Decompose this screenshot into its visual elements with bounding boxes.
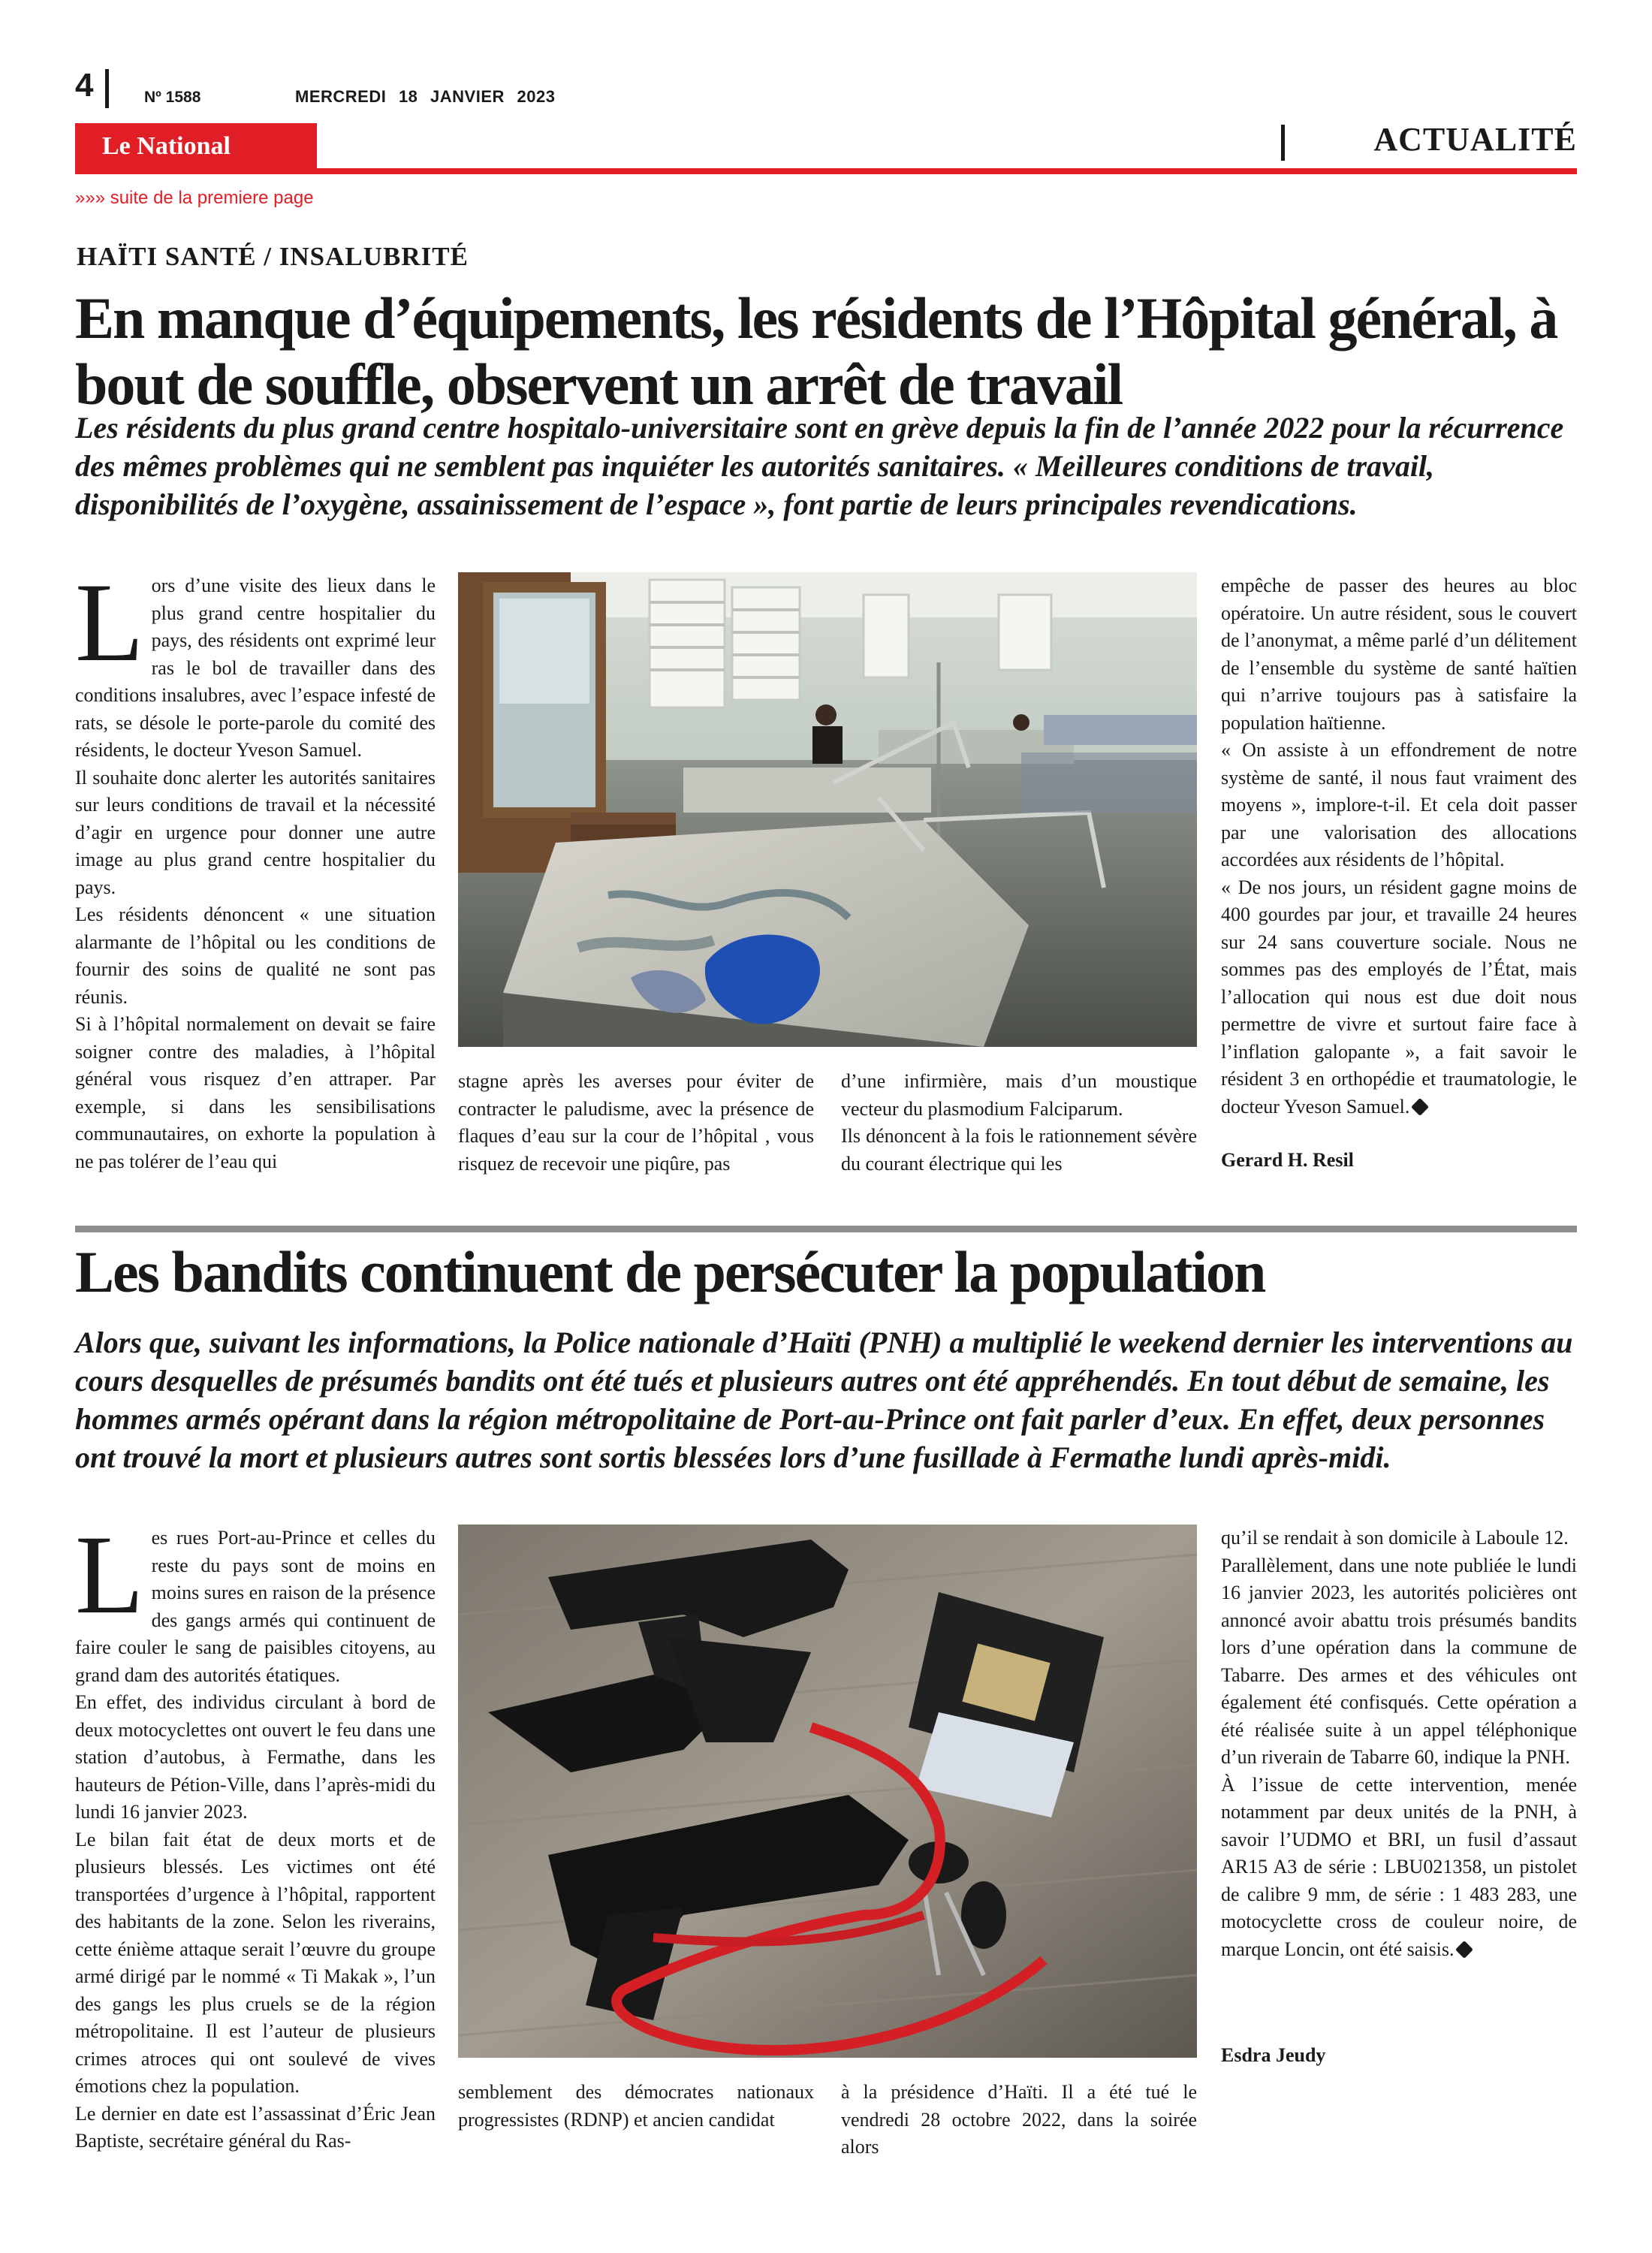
- paragraph: « On assiste à un effondrement de notre système de santé, il nous faut vraiment des moyens », implore-t-il. Et cela doit passer par une valorisation des allocations accordées aux résidents de l’hôpital.: [1221, 739, 1577, 870]
- paragraph: Parallèlement, dans une note publiée le lundi 16 janvier 2023, les autorités policières ont annoncé avoir abattu trois présumés bandits lors d’une opération dans la commune de Tabarre. Des armes et des véhicules ont également été confisqués. Cette opération a été réalisée suite à un appel téléphonique d’un riverain de Tabarre 60, indique la PNH.: [1221, 1554, 1577, 1768]
- paragraph: Si à l’hôpital normalement on devait se faire soigner contre des maladies, à l’hôpital général vous risquez d’en attraper. Par exemple, si dans les sensibilisations communautaires, on exhorte la population à ne pas tolérer de l’eau qui: [75, 1013, 436, 1172]
- article-column-2: [458, 1068, 814, 1178]
- paragraph: es rues Port-au-Prince et celles du reste du pays sont de moins en moins sures en raison de la présence des gangs armés qui continuent de faire couler le sang de paisibles citoyens, au grand dam des autorités étatiques.: [75, 1527, 436, 1686]
- article-column-2: [458, 2079, 814, 2134]
- paragraph: empêche de passer des heures au bloc opératoire. Un autre résident, sous le couvert de l’anonymat, a même parlé d’un délitement de l’ensemble du système de santé haïtien qui n’arrive toujours pas à satisfaire la population haïtienne.: [1221, 575, 1577, 734]
- article-divider: [75, 1226, 1577, 1232]
- paragraph: En effet, des individus circulant à bord de deux motocyclettes ont ouvert le feu dans une station d’autobus, à Fermathe, dans les hauteurs de Pétion-Ville, dans l’après-midi du lundi 16 janvier 2023.: [75, 1691, 436, 1823]
- continued-from-front-link[interactable]: »»» suite de la premiere page: [75, 188, 314, 208]
- article-standfirst: Les résidents du plus grand centre hospitalo-universitaire sont en grève depuis la fin de l’année 2022 pour la récurrence des mêmes problèmes qui ne semblent pas inquiéter les autorités sanitaires. « Meilleures conditions de travail, disponibilités de l’oxygène, assainissement de l’espace », font partie de leurs principales revendications.: [75, 411, 1564, 521]
- end-of-article-icon: [1455, 1940, 1473, 1958]
- hospital-ward-photo: [458, 572, 1197, 1047]
- paragraph: stagne après les averses pour éviter de contracter le paludisme, avec la présence de flaques d’eau sur la cour de l’hôpital , vous risquez de recevoir une piqûre, pas: [458, 1070, 814, 1175]
- article-column-1: [75, 1513, 436, 2155]
- header-rule: [75, 168, 1577, 174]
- page-number-divider: [105, 69, 109, 108]
- drop-cap: L: [75, 1513, 144, 1637]
- paragraph: Le dernier en date est l’assassinat d’Éric Jean Baptiste, secrétaire général du Ras-: [75, 2102, 436, 2152]
- seized-weapons-photo: [458, 1525, 1197, 2058]
- article-standfirst: Alors que, suivant les informations, la Police nationale d’Haïti (PNH) a multiplié le weekend dernier les interventions au cours desquelles de présumés bandits ont été tués et plusieurs autres ont été appréhendés. En tout début de semaine, les hommes armés opérant dans la région métropolitaine de Port-au-Prince ont fait parler d’eux. En effet, deux personnes ont trouvé la mort et plusieurs autres sont sortis blessées lors d’une fusillade à Fermathe lundi après-midi.: [75, 1326, 1573, 1474]
- article-column-1: [75, 560, 436, 1175]
- end-of-article-icon: [1411, 1097, 1429, 1115]
- article-byline: Esdra Jeudy: [1221, 2044, 1326, 2066]
- paragraph-text: À l’issue de cette intervention, menée notamment par deux unités de la PNH, à savoir l’UDMO et BRI, un fusil d’assaut AR15 A3 de série : LBU021358, un pistolet de calibre 9 mm, de série : 1 483 283, une motocyclette cross de couleur noire, de marque Loncin, ont été saisis.: [1221, 1773, 1577, 1960]
- paragraph: Ils dénoncent à la fois le rationnement sévère du courant électrique qui les: [841, 1125, 1197, 1175]
- section-name: ACTUALITÉ: [1373, 121, 1577, 158]
- paragraph: Le bilan fait état de deux morts et de plusieurs blessés. Les victimes ont été transportées d’urgence à l’hôpital, rapportent des habitants de la zone. Selon les riverains, cette énième attaque serait l’œuvre du groupe armé dirigé par le nommé « Ti Makak », l’un des gangs les plus cruels se de la région métropolitaine. Il est l’auteur de plusieurs crimes atroces qui ont soulevé de vives émotions chez la population.: [75, 1828, 436, 2097]
- article-headline: Les bandits continuent de persécuter la population: [75, 1239, 1265, 1304]
- paragraph: qu’il se rendait à son domicile à Laboule 12.: [1221, 1527, 1569, 1549]
- paragraph: Il souhaite donc alerter les autorités sanitaires sur leurs conditions de travail et la nécessité d’agir en urgence pour donner une autre image au plus grand centre hospitalier du pays.: [75, 766, 436, 898]
- article-column-3: [841, 1068, 1197, 1178]
- paragraph: [1221, 1772, 1577, 1964]
- paragraph: à la présidence d’Haïti. Il a été tué le vendredi 28 octobre 2022, dans la soirée alors: [841, 2081, 1197, 2158]
- paragraph: d’une infirmière, mais d’un moustique vecteur du plasmodium Falciparum.: [841, 1070, 1197, 1120]
- page-number: 4: [75, 67, 94, 104]
- paragraph: ors d’une visite des lieux dans le plus grand centre hospitalier du pays, des résidents ont exprimé leur ras le bol de travailler dans des conditions insalubres, avec l’espace infesté de rats, se désole le porte-parole du comité des résidents, le docteur Yveson Samuel.: [75, 575, 436, 761]
- paragraph: semblement des démocrates nationaux progressistes (RDNP) et ancien candidat: [458, 2081, 814, 2131]
- section-divider-bar: [1281, 125, 1285, 161]
- drop-cap: L: [75, 560, 144, 685]
- issue-number: Nº 1588: [144, 89, 201, 106]
- paragraph-text: « De nos jours, un résident gagne moins de 400 gourdes par jour, et travaille 24 heures sur 24 sans couverture sociale. Nous ne sommes pas des employés de l’État, mais l’allocation qui nous est due doit nous permettre de vivre et surtout faire face à l’inflation galopante », a fait savoir le résident 3 en orthopédie et traumatologie, le docteur Yveson Samuel.: [1221, 876, 1577, 1117]
- article-column-3: [841, 2079, 1197, 2161]
- article-column-4: [1221, 572, 1577, 1120]
- issue-date: MERCREDI 18 JANVIER 2023: [295, 87, 556, 106]
- article-byline: Gerard H. Resil: [1221, 1149, 1354, 1171]
- article-column-4: [1221, 1525, 1577, 1963]
- paragraph: [1221, 874, 1577, 1121]
- article-headline: En manque d’équipements, les résidents de l’Hôpital général, à bout de souffle, observent un arrêt de travail: [75, 285, 1557, 417]
- paragraph: Les résidents dénoncent « une situation alarmante de l’hôpital ou les conditions de fournir des soins de qualité ne sont pas réunis.: [75, 903, 436, 1008]
- newspaper-logo: Le National: [102, 132, 231, 160]
- article-kicker: HAÏTI SANTÉ / INSALUBRITÉ: [77, 242, 469, 271]
